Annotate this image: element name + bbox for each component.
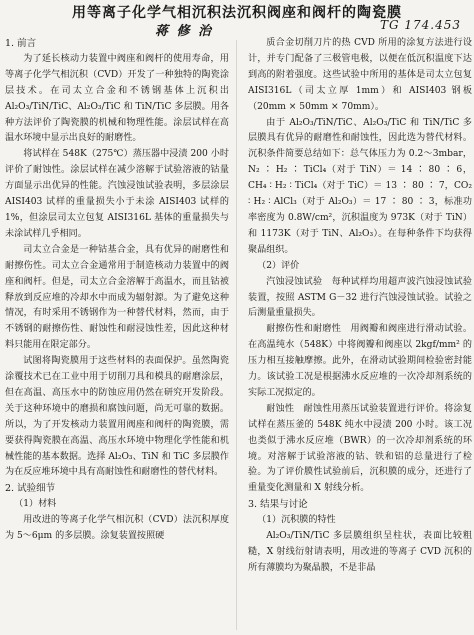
- section-heading-intro: 1. 前言: [5, 38, 37, 49]
- handwritten-classification-code: TG 174.453: [380, 18, 462, 32]
- column-divider: [236, 40, 237, 630]
- subsection-heading-evaluation: （2）评价: [257, 260, 300, 271]
- paragraph: 为了延长核动力装置中阀座和阀杆的使用寿命，用等离子化学气相沉积（CVD）开发了一种独特的陶瓷涂层技术。在司太立合金和不锈钢基体上沉积出 Al₂O₃/TiN/TiC、Al₂O₃/TiC 和 TiN/TiC 多层膜。用各种方法评价了陶瓷膜的机械和物理性能。涂层试样在高温水环境中显示出良好的耐磨性。: [5, 53, 229, 144]
- section-heading-results: 3. 结果与讨论: [248, 499, 308, 511]
- handwritten-author: 蒋 修 治: [155, 24, 214, 39]
- left-column: [5, 36, 229, 634]
- paragraph: Al₂O₃/TiN/TiC 多层膜组织呈柱状，表面比较粗糙，X 射线衍射请表明，用改进的等离子 CVD 沉积的所有薄膜均为聚晶膜，不是非晶: [248, 531, 472, 573]
- paragraph: 质合金切削刀片的热 CVD 所用的涂复方法进行设计，并专门配备了三极管电极，以便在低沉积温度下达到高的附着强度。这些试验中所用的基体是司太立包复 AISI316L（司太立厚 1mm）和 AISI403 钢板（20mm × 50mm × 70mm）。: [248, 38, 472, 112]
- paragraph: 用改进的等离子化学气相沉积（CVD）法沉积厚度为 5～6μm 的多层膜。涂复装置按照硬: [5, 515, 229, 542]
- section-heading-experiment: 2. 试验细节: [5, 483, 56, 495]
- paragraph: 将试样在 548K（275℃）蒸压器中浸渍 200 小时评价了耐蚀性。涂层试样在减少溶解于试验溶液的钴量方面显示出优异的性能。汽蚀浸蚀试验表明，多层涂层 AISI403 试样的重量损失小于未涂 AISI403 试样的 1%，但涂层司太立包复 AISI316L 基体的重量损失与未涂试样几乎相同。: [5, 149, 229, 239]
- paragraph: 由于 Al₂O₃/TiN/TiC、Al₂O₃/TiC 和 TiN/TiC 多层膜具有优异的耐磨性和耐蚀性，因此选为替代材料。沉积条件简要总结如下：总气体压力为 0.2～3mbar，N₂ ∶ H₂ ∶ TiCl₄（对于 TiN）＝ 14 ∶ 80 ∶ 6，CH₄ ∶ H₂ ∶ TiCl₄（对于 TiC）＝ 13 ∶ 80 ∶ 7，CO₂ ∶ H₂ ∶ AlCl₃（对于 Al₂O₃）＝ 17 ∶ 80 ∶ 3，标准功率密度为 0.8W/cm²，沉积温度为 973K（对于 TiN）和 1173K（对于 TiN、Al₂O₃）。在每种条件下均获得聚晶组织。: [248, 117, 472, 255]
- paragraph: 耐擦伤性和耐磨性 用阀瓣和阀座进行滑动试验。在高温纯水（548K）中将阀瓣和阀座以 2kgf/mm² 的压力相互接触摩擦。此外，在滑动试验期间检验密封能力。该试验工况是根据沸水反应堆的一次冷却剂系统的实际工况拟定的。: [248, 324, 472, 398]
- subsection-heading-film-properties: （1）沉积膜的特性: [257, 515, 336, 526]
- paragraph: 司太立合金是一种钴基合金，具有优异的耐磨性和耐擦伤性。司太立合金通常用于制造核动力装置中的阀座和阀杆。但是，司太立合金溶解于高温水，而且钴被释放到反应堆的冷却水中而成为辐射源。为了避免这种情况，有时采用不锈钢作为一种替代材料，然而，由于不锈钢的耐擦伤性、耐蚀性和耐浸蚀性差，因此这种材料只能用在限定部分。: [5, 244, 229, 351]
- subsection-heading-materials: （1）材料: [14, 499, 57, 510]
- paragraph: 汽蚀浸蚀试验 每种试样均用超声波汽蚀浸蚀试验装置，按照 ASTM G－32 进行汽蚀浸蚀试验。试验之后测量重量损失。: [248, 276, 472, 319]
- paragraph: 耐蚀性 耐蚀性用蒸压试验装置进行评价。将涂复试样在蒸压釜的 548K 纯水中浸渍 200 小时。该工况也类似于沸水反应堆（BWR）的一次冷却剂系统的环境。对溶解于试验溶液的钴、铁和铝的总量进行了检验。为了评价膜性试验前后，沉积膜的成分，还进行了重量变化测量和 X 射线分析。: [248, 403, 472, 494]
- paragraph: 试图将陶瓷膜用于这些材料的表面保护。虽然陶瓷涂覆技术已在工业中用于切削刀具和模具的耐磨涂层，但在高温、高压水中的防蚀应用仍然在研究开发阶段。关于这种环境中的磨损和腐蚀问题，尚无可靠的数据。所以，为了开发核动力装置用阀座和阀杆的陶瓷膜，需要获得陶瓷膜在高温、高压水环境中物理化学性能和机械性能的基本数据。选择 Al₂O₃、TiN 和 TiC 多层膜作为在反应堆环境中具有高耐蚀性和耐磨性的替代材料。: [5, 356, 229, 478]
- right-column: [248, 36, 472, 634]
- article-title: 用等离子化学气相沉积法沉积阀座和阀杆的陶瓷膜: [72, 5, 402, 21]
